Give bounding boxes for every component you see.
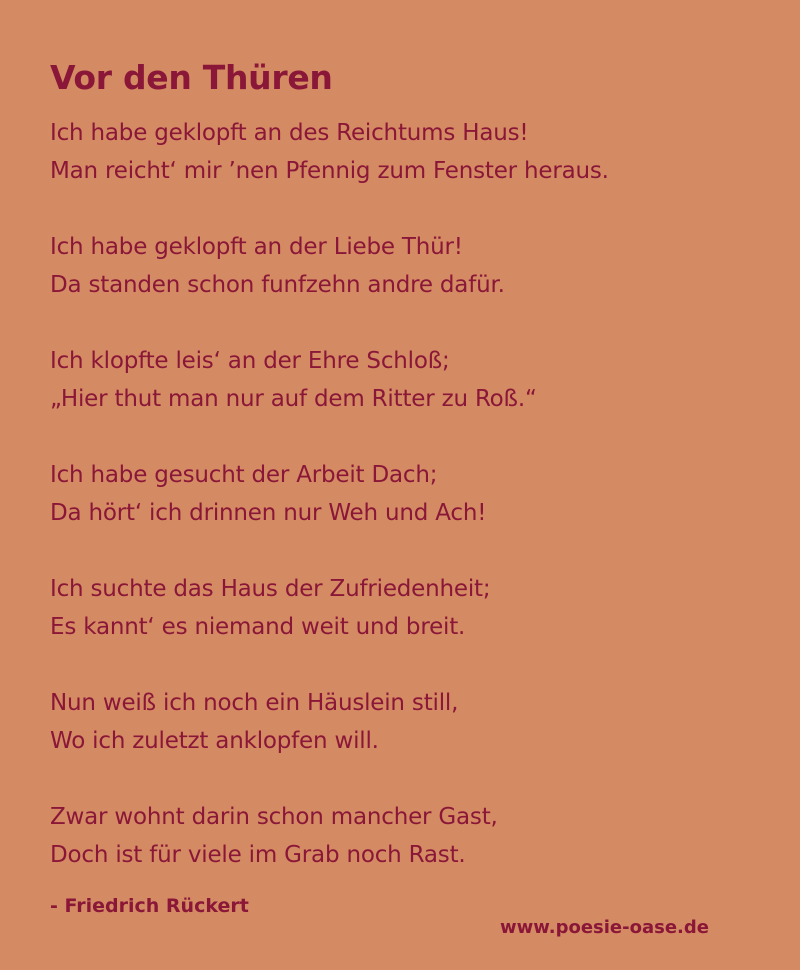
poem-line: Ich habe geklopft an des Reichtums Haus! xyxy=(50,120,529,146)
stanza-1 xyxy=(50,114,770,190)
poem-line: „Hier thut man nur auf dem Ritter zu Roß.“ xyxy=(50,386,537,412)
poem-line: Wo ich zuletzt anklopfen will. xyxy=(50,728,379,754)
poem-line: Man reicht‘ mir ’nen Pfennig zum Fenster heraus. xyxy=(50,158,609,184)
stanza-2 xyxy=(50,228,770,304)
poem-line: Zwar wohnt darin schon mancher Gast, xyxy=(50,804,498,830)
stanza-4 xyxy=(50,456,770,532)
poem-line: Ich suchte das Haus der Zufriedenheit; xyxy=(50,576,491,602)
stanza-6 xyxy=(50,684,770,760)
stanza-7 xyxy=(50,798,770,874)
website-url: www.poesie-oase.de xyxy=(500,917,709,938)
poem-line: Da hört‘ ich drinnen nur Weh und Ach! xyxy=(50,500,487,526)
poem-author: - Friedrich Rückert xyxy=(50,895,249,917)
poem-title: Vor den Thüren xyxy=(50,58,333,97)
poem-line: Da standen schon funfzehn andre dafür. xyxy=(50,272,505,298)
poem-line: Ich habe geklopft an der Liebe Thür! xyxy=(50,234,463,260)
stanza-3 xyxy=(50,342,770,418)
stanza-5 xyxy=(50,570,770,646)
poem-line: Ich habe gesucht der Arbeit Dach; xyxy=(50,462,438,488)
poem-line: Nun weiß ich noch ein Häuslein still, xyxy=(50,690,459,716)
poem-line: Ich klopfte leis‘ an der Ehre Schloß; xyxy=(50,348,450,374)
poem-line: Doch ist für viele im Grab noch Rast. xyxy=(50,842,466,868)
poem-line: Es kannt‘ es niemand weit und breit. xyxy=(50,614,466,640)
poem-container xyxy=(50,56,770,912)
